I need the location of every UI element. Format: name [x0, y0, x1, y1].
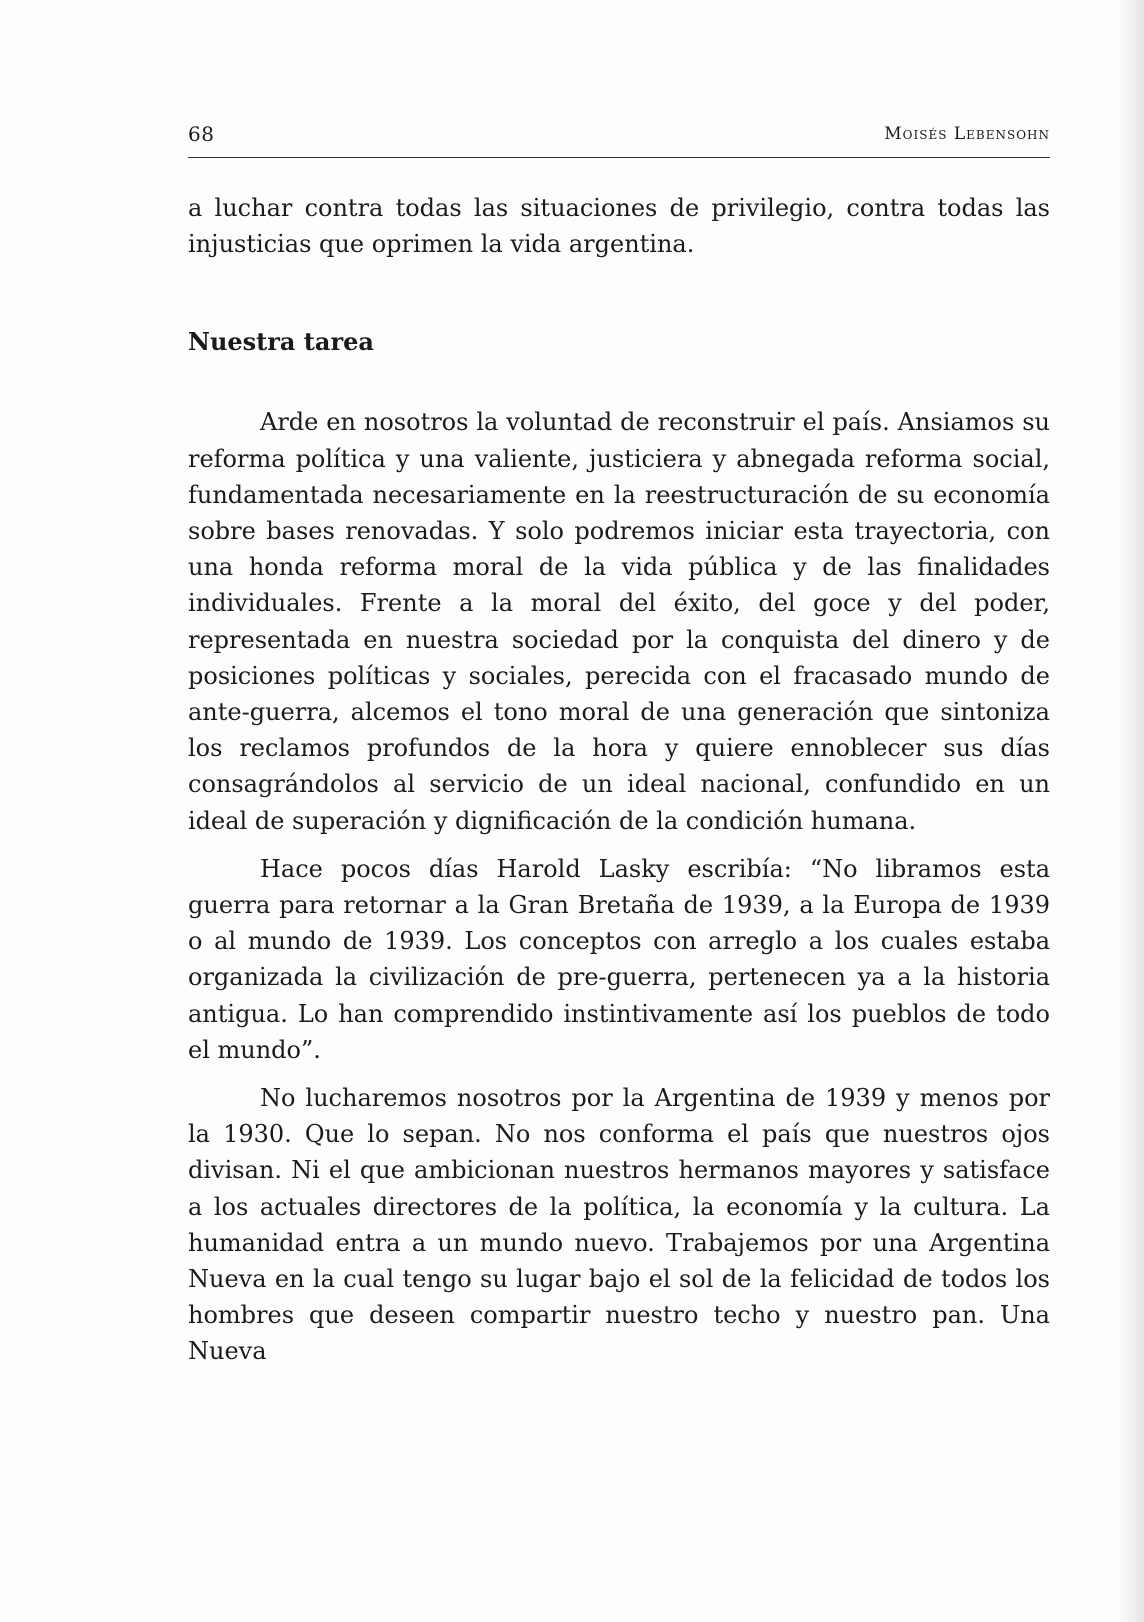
page-edge-shadow	[1118, 0, 1144, 1622]
running-title: Moisés Lebensohn	[884, 124, 1050, 144]
continuation-paragraph: a luchar contra todas las situaciones de privilegio, contra todas las injusticias que oprimen la vida argentina.	[188, 194, 1050, 259]
running-head	[188, 122, 1050, 152]
paragraph-3: No lucharemos nosotros por la Argentina de 1939 y menos por la 1930. Que lo sepan. No nos conforma el país que nuestros ojos divisan. Ni el que ambicionan nuestros hermanos mayores y satisface a los actuales directores de la política, la economía y la cultura. La humanidad entra a un mundo nuevo. Trabajemos por una Argentina Nueva en la cual tengo su lugar bajo el sol de la felicidad de todos los hombres que deseen compartir nuestro techo y nuestro pan. Una Nueva	[188, 1084, 1050, 1366]
section-heading: Nuestra tarea	[188, 327, 374, 357]
page-number: 68	[188, 122, 215, 146]
body-text	[188, 190, 1050, 1370]
paragraph-1: Arde en nosotros la voluntad de reconstruir el país. Ansiamos su reforma política y una valiente, justiciera y abnegada reforma social, fundamentada necesariamente en la reestructuración de su economía sobre bases renovadas. Y solo podremos iniciar esta trayectoria, con una honda reforma moral de la vida pública y de las finalidades individuales. Frente a la moral del éxito, del goce y del poder, representada en nuestra sociedad por la conquista del dinero y de posiciones políticas y sociales, perecida con el fracasado mundo de ante-guerra, alcemos el tono moral de una generación que sintoniza los reclamos profundos de la hora y quiere ennoblecer sus días consagrándolos al servicio de un ideal nacional, confundido en un ideal de superación y dignificación de la condición humana.	[188, 408, 1050, 835]
header-rule	[188, 157, 1050, 158]
paragraph-2: Hace pocos días Harold Lasky escribía: “No libramos esta guerra para retornar a la Gran Bretaña de 1939, a la Europa de 1939 o al mundo de 1939. Los conceptos con arreglo a los cuales estaba organizada la civilización de pre-guerra, pertenecen ya a la historia antigua. Lo han comprendido instintivamente así los pueblos de todo el mundo”.	[188, 854, 1050, 1064]
